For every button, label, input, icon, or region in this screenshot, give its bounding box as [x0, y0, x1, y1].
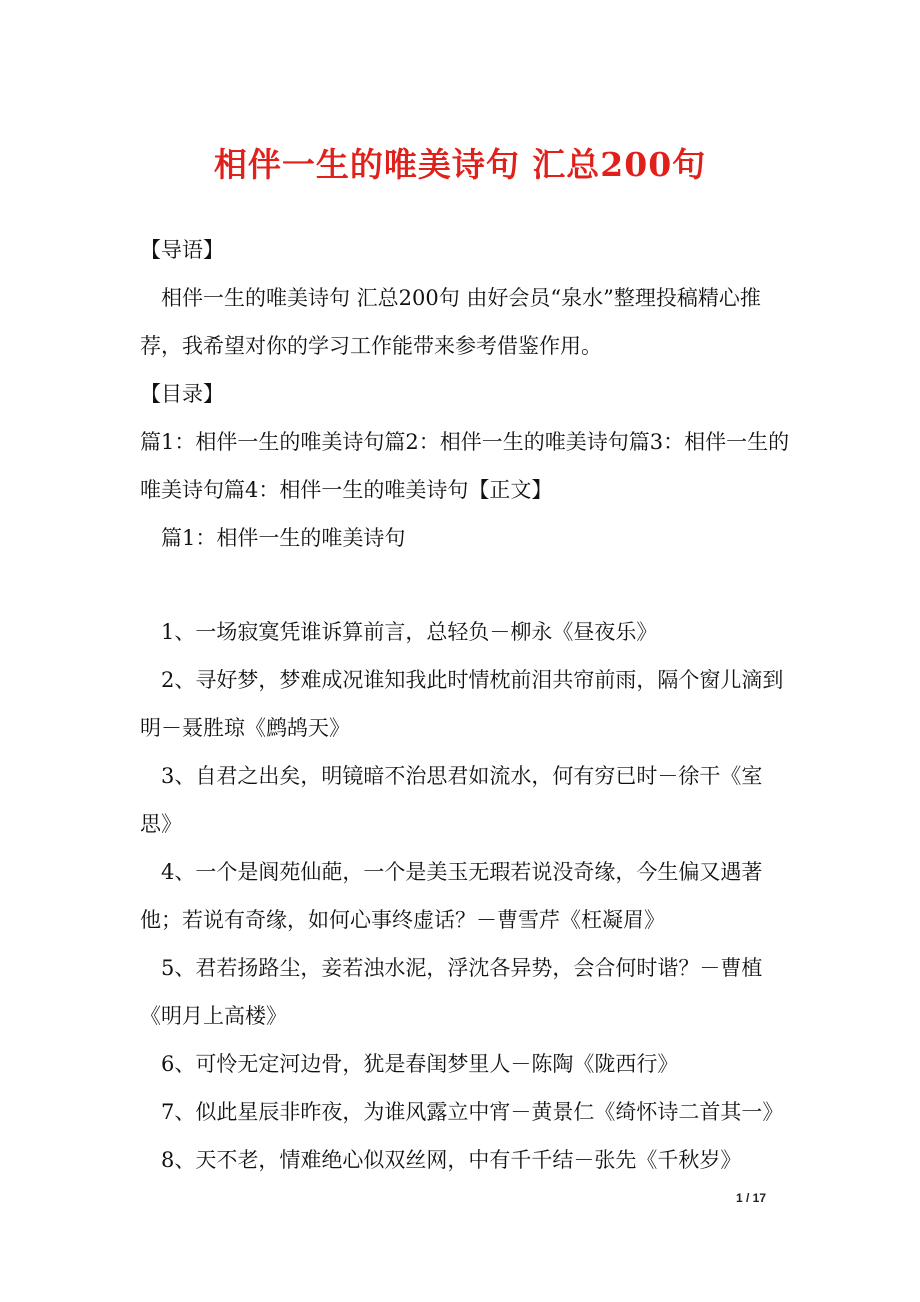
intro-heading: 【导语】: [140, 238, 224, 262]
intro-paragraph: 相伴一生的唯美诗句 汇总200句 由好会员“泉水”整理投稿精心推荐，我希望对你的学习工作能带来参考借鉴作用。: [140, 286, 761, 358]
section-heading: 篇1：相伴一生的唯美诗句: [161, 526, 406, 550]
paragraph-gap: [140, 562, 790, 608]
toc-paragraph: 篇1：相伴一生的唯美诗句篇2：相伴一生的唯美诗句篇3：相伴一生的唯美诗句篇4：相伴一生的唯美诗句【正文】: [140, 430, 790, 502]
poem-line: 6、可怜无定河边骨，犹是春闺梦里人－陈陶《陇西行》: [161, 1052, 679, 1076]
poem-line: 2、寻好梦，梦难成况谁知我此时情枕前泪共帘前雨，隔个窗儿滴到明－聂胜琼《鹧鸪天》: [140, 668, 784, 740]
poem-line: 3、自君之出矣，明镜暗不治思君如流水，何有穷已时－徐干《室思》: [140, 764, 763, 836]
document-title: 相伴一生的唯美诗句 汇总200句: [213, 145, 707, 184]
document-body: [140, 226, 790, 1184]
poem-line: 5、君若扬路尘，妾若浊水泥，浮沈各异势，会合何时谐？－曹植《明月上高楼》: [140, 956, 763, 1028]
page-number: 1 / 17: [736, 1191, 767, 1205]
poem-line: 7、似此星辰非昨夜，为谁风露立中宵－黄景仁《绮怀诗二首其一》: [161, 1100, 784, 1124]
toc-heading: 【目录】: [140, 382, 224, 406]
poem-line: 8、天不老，情难绝心似双丝网，中有千千结－张先《千秋岁》: [161, 1148, 742, 1172]
poem-line: 1、一场寂寞凭谁诉算前言，总轻负－柳永《昼夜乐》: [161, 620, 658, 644]
poem-line: 4、一个是阆苑仙葩，一个是美玉无瑕若说没奇缘，今生偏又遇著他；若说有奇缘，如何心事终虚话？－曹雪芹《枉凝眉》: [140, 860, 763, 932]
